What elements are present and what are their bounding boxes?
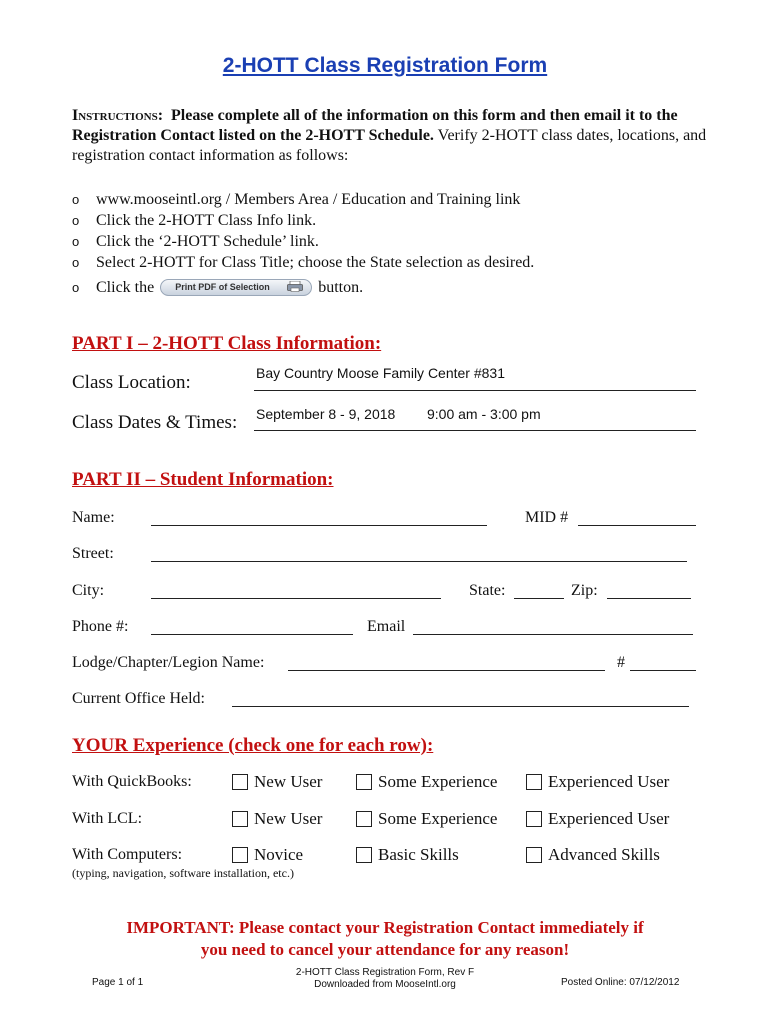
- footer-form-name: 2-HOTT Class Registration Form, Rev F: [295, 967, 475, 978]
- instructions-label: Instructions:: [72, 107, 164, 124]
- option-new-user[interactable]: [232, 809, 322, 829]
- phone-label: Phone #:: [72, 618, 129, 635]
- experience-heading: YOUR Experience (check one for each row):: [72, 735, 434, 756]
- button-word: button.: [318, 279, 364, 296]
- class-dates-label: Class Dates & Times:: [72, 412, 238, 433]
- lodge-label: Lodge/Chapter/Legion Name:: [72, 654, 265, 671]
- option-label: Some Experience: [378, 772, 498, 791]
- class-location-field[interactable]: [254, 365, 696, 391]
- part1-heading: PART I – 2-HOTT Class Information:: [72, 333, 382, 354]
- option-some-experience[interactable]: [356, 809, 497, 829]
- footer-posted: Posted Online: 07/12/2012: [561, 977, 680, 988]
- city-field[interactable]: [151, 583, 441, 599]
- footer-page: Page 1 of 1: [92, 977, 144, 988]
- checkbox[interactable]: [356, 847, 372, 863]
- class-dates-field[interactable]: [254, 406, 696, 431]
- step-text: www.mooseintl.org / Members Area / Education and Training link: [96, 191, 521, 208]
- lodge-number-field[interactable]: [630, 655, 696, 671]
- mid-label: MID #: [525, 509, 569, 526]
- option-label: New User: [254, 772, 323, 791]
- class-times-value: 9:00 am - 3:00 pm: [427, 406, 541, 422]
- instructions-bold: Please complete all of the information on this form and then email it to the Registration Contact listed on the 2-HOTT Schedule.: [72, 107, 678, 144]
- street-field[interactable]: [151, 546, 687, 562]
- option-label: New User: [254, 809, 323, 828]
- checkbox[interactable]: [526, 811, 542, 827]
- state-field[interactable]: [514, 583, 564, 599]
- option-experienced-user[interactable]: [526, 809, 669, 829]
- class-location-value: Bay Country Moose Family Center #831: [256, 365, 505, 381]
- list-item: [72, 210, 534, 231]
- office-field[interactable]: [232, 691, 689, 707]
- bullet-marker: o: [72, 280, 80, 295]
- important-line2: you need to cancel your attendance for any reason!: [200, 940, 570, 959]
- office-label: Current Office Held:: [72, 690, 205, 707]
- step-text: Select 2-HOTT for Class Title; choose the State selection as desired.: [96, 254, 535, 271]
- footer-download: Downloaded from MooseIntl.org: [314, 979, 456, 990]
- checkbox[interactable]: [232, 811, 248, 827]
- computers-label: With Computers:: [72, 846, 183, 863]
- step-text: Click the 2-HOTT Class Info link.: [96, 212, 317, 229]
- zip-label: Zip:: [571, 582, 598, 599]
- email-label: Email: [367, 618, 406, 635]
- option-some-experience[interactable]: [356, 772, 497, 792]
- state-label: State:: [469, 582, 506, 599]
- printer-icon: [287, 281, 303, 292]
- list-item: [72, 252, 534, 273]
- bullet-marker: o: [72, 255, 80, 270]
- list-item: [72, 189, 534, 210]
- quickbooks-label: With QuickBooks:: [72, 773, 192, 790]
- option-experienced-user[interactable]: [526, 772, 669, 792]
- mid-field[interactable]: [578, 510, 696, 526]
- city-label: City:: [72, 582, 105, 599]
- option-label: Some Experience: [378, 809, 498, 828]
- instructions-normal: Verify 2-HOTT class dates, locations, and registration contact information as follows:: [72, 127, 707, 164]
- checkbox[interactable]: [356, 811, 372, 827]
- bullet-marker: o: [72, 213, 80, 228]
- email-field[interactable]: [413, 619, 693, 635]
- step-text: Click the ‘2-HOTT Schedule’ link.: [96, 233, 319, 250]
- computers-note: (typing, navigation, software installation, etc.): [72, 866, 294, 880]
- class-location-label: Class Location:: [72, 372, 191, 393]
- option-new-user[interactable]: [232, 772, 322, 792]
- lodge-number-label: #: [617, 654, 625, 671]
- lodge-field[interactable]: [288, 655, 605, 671]
- name-label: Name:: [72, 509, 115, 526]
- option-basic-skills[interactable]: [356, 845, 459, 865]
- bullet-marker: o: [72, 234, 80, 249]
- option-label: Advanced Skills: [548, 845, 660, 864]
- bullet-marker: o: [72, 192, 80, 207]
- zip-field[interactable]: [607, 583, 691, 599]
- option-advanced-skills[interactable]: [526, 845, 660, 865]
- print-pdf-button: [160, 279, 312, 296]
- list-item: [72, 277, 534, 298]
- phone-field[interactable]: [151, 619, 353, 635]
- print-pdf-label: Print PDF of Selection: [175, 282, 270, 292]
- option-label: Experienced User: [548, 809, 670, 828]
- part2-heading: PART II – Student Information:: [72, 469, 334, 490]
- instructions: [72, 106, 712, 166]
- checkbox[interactable]: [526, 774, 542, 790]
- option-label: Basic Skills: [378, 845, 459, 864]
- checkbox[interactable]: [356, 774, 372, 790]
- name-field[interactable]: [151, 510, 487, 526]
- street-label: Street:: [72, 545, 114, 562]
- instruction-steps: [72, 189, 534, 298]
- important-line1: IMPORTANT: Please contact your Registration Contact immediately if: [126, 918, 644, 937]
- class-dates-value: September 8 - 9, 2018: [256, 406, 396, 422]
- option-label: Novice: [254, 845, 304, 864]
- checkbox[interactable]: [232, 847, 248, 863]
- option-novice[interactable]: [232, 845, 303, 865]
- list-item: [72, 231, 534, 252]
- checkbox[interactable]: [232, 774, 248, 790]
- click-the-text: Click the: [96, 279, 155, 296]
- lcl-label: With LCL:: [72, 810, 143, 827]
- option-label: Experienced User: [548, 772, 670, 791]
- checkbox[interactable]: [526, 847, 542, 863]
- form-title: 2-HOTT Class Registration Form: [222, 54, 548, 77]
